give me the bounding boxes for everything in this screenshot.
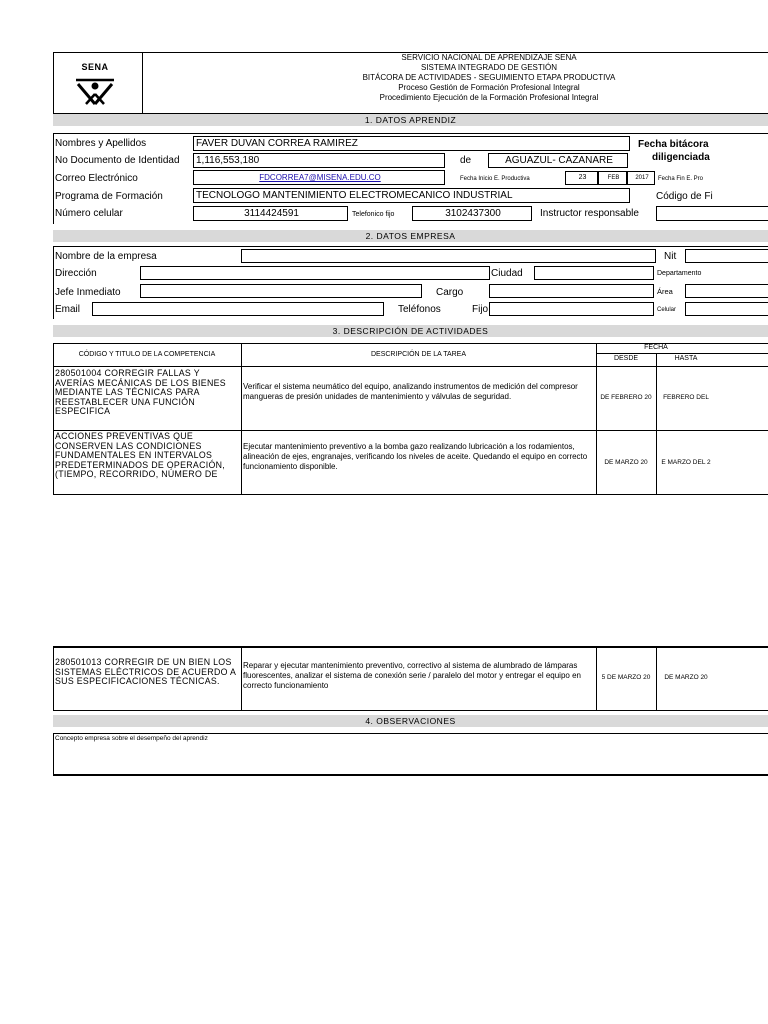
row-1-desde: DE FEBRERO 20 <box>600 394 652 401</box>
row-1-descripcion: Verificar el sistema neumático del equipo, analizando instrumentos de medición del compresor mangueras de presión unidades de mantenimiento y válvulas de seguridad. <box>243 382 578 401</box>
header-line-2: SISTEMA INTEGRADO DE GESTIÓN <box>420 63 558 72</box>
row-2-desde: DE MARZO 20 <box>604 459 648 466</box>
label-celular: Número celular <box>55 208 123 219</box>
email-field[interactable] <box>92 302 384 316</box>
label-de: de <box>460 155 472 166</box>
sena-logo-text: SENA <box>81 62 109 72</box>
nombres-field[interactable]: FAVER DUVAN CORREA RAMIREZ <box>193 136 630 151</box>
row-3-descripcion: Reparar y ejecutar mantenimiento preventivo, correctivo al sistema de alumbrado de lámparas fluorescentes, analizar el sistema de conexión serie / paralelo del motor y entregar el equipo en correcto funcionamiento <box>243 661 581 690</box>
col-descripcion: DESCRIPCIÓN DE LA TAREA <box>370 351 467 358</box>
label-nombres: Nombres y Apellidos <box>55 138 147 149</box>
label-email: Email <box>55 304 81 315</box>
row-divider <box>53 430 768 431</box>
concepto-label: Concepto empresa sobre el desempeño del aprendiz <box>55 735 208 742</box>
area-field[interactable] <box>685 284 768 298</box>
label-departamento: Departamento <box>657 270 702 277</box>
row-3-competencia: 280501013 CORREGIR DE UN BIEN LOS SISTEMAS ELÉCTRICOS DE ACUERDO A SUS ESPECIFICACIONES TÉCNICAS. <box>55 658 236 686</box>
label-nit: Nit <box>664 251 677 262</box>
inicio-anio-field[interactable]: 2017 <box>627 171 655 185</box>
header-line-4: Proceso Gestión de Formación Profesional Integral <box>398 83 580 92</box>
label-empresa: Nombre de la empresa <box>55 251 157 262</box>
programa-field[interactable]: TECNOLOGO MANTENIMIENTO ELECTROMECANICO INDUSTRIAL <box>193 188 630 203</box>
inicio-dia-field[interactable]: 23 <box>565 171 598 185</box>
row-2-hasta: E MARZO DEL 2 <box>661 459 711 466</box>
label-jefe: Jefe Inmediato <box>55 287 121 298</box>
label-telefonos: Teléfonos <box>398 304 441 315</box>
section-3-title: 3. DESCRIPCIÓN DE ACTIVIDADES <box>53 325 768 337</box>
documento-field[interactable]: 1,116,553,180 <box>193 153 445 168</box>
label-fijo: Telefonico fijo <box>352 211 395 218</box>
telefono-celular-field[interactable] <box>685 302 768 316</box>
jefe-field[interactable] <box>140 284 422 298</box>
ciudad-field[interactable] <box>534 266 654 280</box>
section-2-title: 2. DATOS EMPRESA <box>53 230 768 242</box>
label-telefono-fijo: Fijo <box>472 304 489 315</box>
col-hasta: HASTA <box>674 355 698 362</box>
label-fecha-inicio: Fecha Inicio E. Productiva <box>460 176 530 182</box>
row-1-competencia: 280501004 CORREGIR FALLAS Y AVERÍAS MECÁNICAS DE LOS BIENES MEDIANTE LAS TÉCNICAS PARA REESTABLECER UNA FUNCIÓN ESPECIFICA <box>55 369 226 416</box>
label-fecha-bitacora: Fecha bitácora <box>638 139 709 150</box>
header-lines <box>242 53 736 103</box>
row-1-hasta: FEBRERO DEL <box>663 394 709 401</box>
col-desde: DESDE <box>613 355 639 362</box>
col-competencia: CÓDIGO Y TITULO DE LA COMPETENCIA <box>78 351 216 358</box>
label-cargo: Cargo <box>436 287 464 298</box>
label-fecha-fin: Fecha Fin E. Pro <box>658 176 704 182</box>
label-documento: No Documento de Identidad <box>55 155 180 166</box>
cargo-field[interactable] <box>489 284 654 298</box>
correo-link[interactable]: FDCORREA7@MISENA.EDU.CO <box>259 173 381 182</box>
row3-col-1 <box>241 646 242 711</box>
empresa-field[interactable] <box>241 249 656 263</box>
header-line-1: SERVICIO NACIONAL DE APRENDIZAJE SENA <box>401 53 577 62</box>
correo-field[interactable] <box>193 170 445 185</box>
label-direccion: Dirección <box>55 268 97 279</box>
inicio-mes-field[interactable]: FEB <box>598 171 627 185</box>
label-diligenciada: diligenciada <box>652 152 710 163</box>
section-4-title: 4. OBSERVACIONES <box>53 715 768 727</box>
header-line-5: Procedimiento Ejecución de la Formación Profesional Integral <box>379 93 599 102</box>
label-ciudad: Ciudad <box>491 268 523 279</box>
nit-field[interactable] <box>685 249 768 263</box>
body-col-1 <box>241 366 242 495</box>
label-programa: Programa de Formación <box>55 191 163 202</box>
header-line-3: BITÁCORA DE ACTIVIDADES - SEGUIMIENTO ETAPA PRODUCTIVA <box>362 73 616 82</box>
ciudad-documento-field[interactable]: AGUAZUL- CAZANARE <box>488 153 628 168</box>
col-fecha: FECHA <box>644 344 668 351</box>
sena-logo-icon <box>70 74 120 108</box>
fijo-field[interactable]: 3102437300 <box>412 206 532 221</box>
sena-logo <box>70 62 126 108</box>
label-telefono-celular: Celular <box>657 307 677 313</box>
header-divider <box>142 52 143 114</box>
label-instructor: Instructor responsable <box>540 208 639 219</box>
telefono-fijo-field[interactable] <box>489 302 654 316</box>
label-codigo-ficha: Código de Fi <box>656 191 713 202</box>
instructor-field[interactable] <box>656 206 768 221</box>
row-3-hasta: DE MARZO 20 <box>664 674 708 681</box>
row-2-descripcion: Ejecutar mantenimiento preventivo a la bomba gazo realizando lubricación a los rodamientos, alineación de ejes, engranajes, verificando los niveles de aceite. Quedando el equipo en correcto funcionamiento disponible. <box>243 442 588 471</box>
body-col-2 <box>596 366 597 495</box>
celular-field[interactable]: 3114424591 <box>193 206 348 221</box>
row-3-desde: 5 DE MARZO 20 <box>601 674 651 681</box>
section-1-title: 1. DATOS APRENDIZ <box>53 114 768 126</box>
label-area: Área <box>657 287 673 296</box>
label-correo: Correo Electrónico <box>55 173 138 184</box>
row-2-competencia: ACCIONES PREVENTIVAS QUE CONSERVEN LAS CONDICIONES FUNDAMENTALES EN INTERVALOS PREDETERMINADOS DE OPERACIÓN, (TIEMPO, RECORRIDO, NÚMERO DE <box>55 432 225 479</box>
direccion-field[interactable] <box>140 266 490 280</box>
body-col-3 <box>656 366 657 495</box>
